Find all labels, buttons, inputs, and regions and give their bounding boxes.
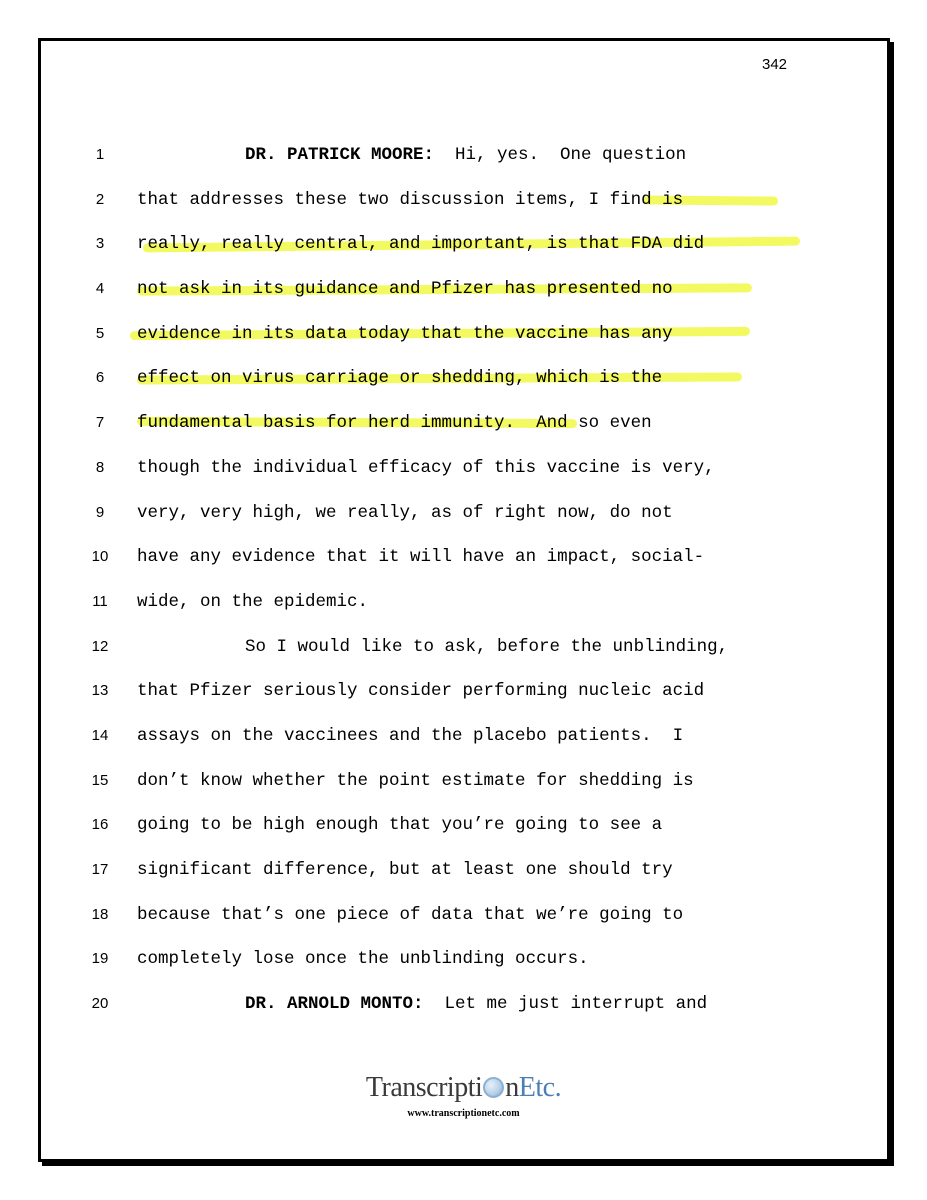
highlighted-text: fundamental basis for herd immunity.: [137, 413, 516, 434]
line-number: 11: [92, 592, 108, 610]
globe-icon: [483, 1077, 504, 1098]
line-number: 6: [95, 369, 105, 387]
line-number-column: [80, 140, 120, 1034]
line-number: 5: [95, 324, 105, 342]
line-text: don’t know whether the point estimate for shedding is: [137, 770, 694, 791]
line-number: 16: [91, 816, 109, 834]
transcript-line: [137, 676, 817, 721]
highlighted-text: really, really central, and important, is that FDA did: [137, 234, 705, 255]
line-text: completely lose once the unblinding occurs.: [137, 949, 589, 970]
transcript-line: [137, 185, 817, 230]
transcript-line: [137, 453, 817, 498]
transcript-line: [137, 587, 817, 632]
transcript-line: [137, 498, 817, 543]
transcriptionetc-logo: [0, 1072, 927, 1104]
line-text: that Pfizer seriously consider performing nucleic acid: [137, 681, 705, 702]
line-number: 1: [95, 146, 105, 163]
highlighted-text: not ask in its guidance and Pfizer has presented no: [137, 279, 673, 300]
line-number: 7: [95, 414, 105, 432]
logo-text-part1: Transcripti: [365, 1072, 483, 1103]
transcript-line: [137, 632, 817, 677]
transcript-line: [137, 319, 817, 364]
line-text: very, very high, we really, as of right now, do not: [137, 502, 673, 523]
line-text: assays on the vaccinees and the placebo patients. I: [137, 725, 684, 746]
transcript-line: [137, 944, 817, 989]
transcript-body: [137, 140, 817, 1034]
line-number: 8: [95, 458, 105, 476]
transcript-line: [137, 229, 817, 274]
transcript-line: [137, 989, 817, 1034]
highlighted-text: evidence in its data today that the vaccine has any: [137, 323, 673, 344]
line-number: 15: [91, 771, 109, 789]
line-number: 2: [95, 190, 105, 208]
line-number: 18: [91, 905, 109, 923]
line-number: 10: [91, 548, 109, 566]
transcript-line: [137, 855, 817, 900]
line-number: 14: [91, 726, 109, 744]
line-number: 19: [91, 950, 109, 968]
line-text: significant difference, but at least one should try: [137, 860, 673, 880]
transcript-line: [137, 274, 817, 319]
line-text: Let me just interrupt and: [423, 994, 708, 1015]
speaker-name: DR. PATRICK MOORE:: [245, 145, 435, 165]
transcript-line: [137, 810, 817, 855]
logo-url: www.transcriptionetc.com: [407, 1108, 520, 1119]
line-text: going to be high enough that you’re going to see a: [137, 815, 663, 836]
highlighted-text: I find is: [588, 189, 684, 210]
page-number: 342: [762, 56, 788, 73]
line-text: So I would like to ask, before the unblinding,: [245, 636, 729, 657]
line-text: that addresses these two discussion items,: [137, 189, 589, 210]
line-number: 20: [91, 995, 109, 1013]
line-number: 3: [95, 235, 105, 253]
line-number: 9: [95, 503, 105, 521]
line-text: wide, on the epidemic.: [137, 591, 369, 612]
transcript-line: [137, 766, 817, 811]
transcript-line: [137, 721, 817, 766]
highlighted-text: effect on virus carriage or shedding, which is the: [137, 368, 663, 389]
line-text: Hi, yes. One question: [434, 145, 687, 165]
line-number: 12: [91, 637, 109, 655]
logo-text-part2: n: [505, 1072, 519, 1103]
line-number: 13: [91, 682, 109, 700]
speaker-name: DR. ARNOLD MONTO:: [245, 994, 424, 1015]
line-number: 17: [91, 861, 109, 878]
line-number: 4: [95, 280, 105, 298]
line-text: And so even: [515, 413, 652, 434]
transcript-line: [137, 408, 817, 453]
line-text: though the individual efficacy of this vaccine is very,: [137, 457, 715, 478]
line-text: have any evidence that it will have an impact, social-: [137, 547, 705, 568]
transcript-line: [137, 900, 817, 945]
line-text: because that’s one piece of data that we’re going to: [137, 904, 684, 925]
transcript-line: [137, 363, 817, 408]
logo-text-etc: Etc.: [518, 1072, 562, 1103]
transcript-line: [137, 140, 817, 185]
transcript-line: [137, 542, 817, 587]
